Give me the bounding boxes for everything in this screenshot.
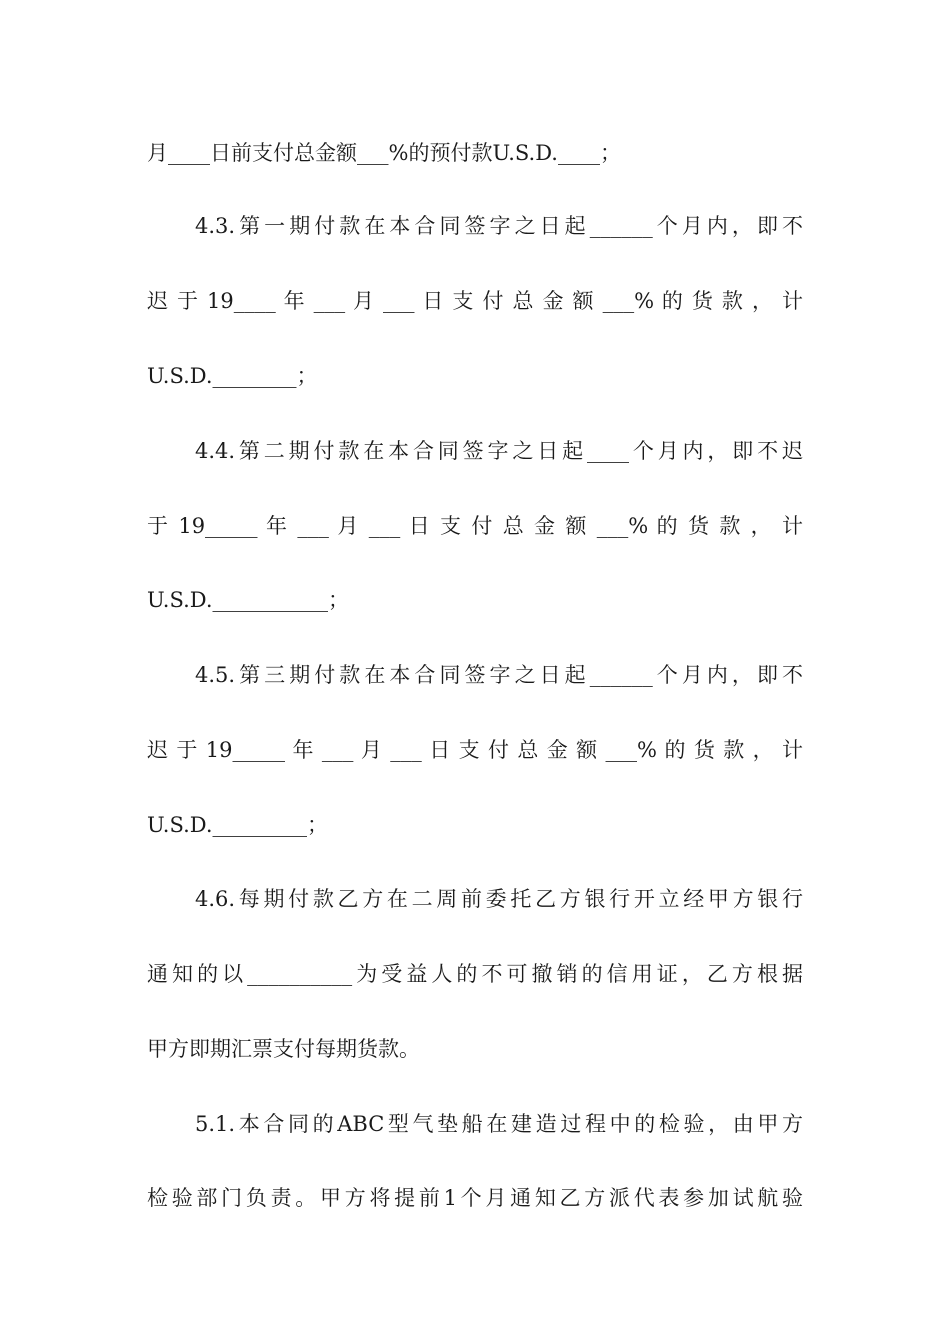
- text-line: 甲方即期汇票支付每期货款。: [147, 1037, 420, 1061]
- text-line: 迟 于 19_____ 年 ___ 月 ___ 日 支 付 总 金 额 ___% 的 货 款 ， 计: [147, 738, 803, 762]
- text-line: U.S.D.________；: [147, 364, 318, 388]
- clause-4-3-heading: 4.3.第一期付款在本合同签字之日起______个月内，即不: [195, 214, 803, 238]
- clause-4-4-heading: 4.4.第二期付款在本合同签字之日起____个月内，即不迟: [195, 439, 803, 463]
- text-line: 通知的以__________为受益人的不可撤销的信用证，乙方根据: [147, 962, 803, 986]
- text-line: U.S.D._________；: [147, 813, 329, 837]
- text-line: 月____日前支付总金额___%的预付款U.S.D.____；: [147, 141, 621, 165]
- text-line: 检验部门负责。甲方将提前1个月通知乙方派代表参加试航验: [147, 1186, 803, 1210]
- text-line: 于 19_____ 年 ___ 月 ___ 日 支 付 总 金 额 ___% 的 货 款 ， 计: [147, 514, 803, 538]
- clause-5-1-heading: 5.1.本合同的ABC型气垫船在建造过程中的检验，由甲方: [195, 1112, 803, 1136]
- text-line: 迟 于 19____ 年 ___ 月 ___ 日 支 付 总 金 额 ___% 的 货 款 ， 计: [147, 289, 803, 313]
- text-line: U.S.D.___________；: [147, 588, 350, 612]
- clause-4-5-heading: 4.5.第三期付款在本合同签字之日起______个月内，即不: [195, 663, 803, 687]
- clause-4-6-heading: 4.6.每期付款乙方在二周前委托乙方银行开立经甲方银行: [195, 887, 803, 911]
